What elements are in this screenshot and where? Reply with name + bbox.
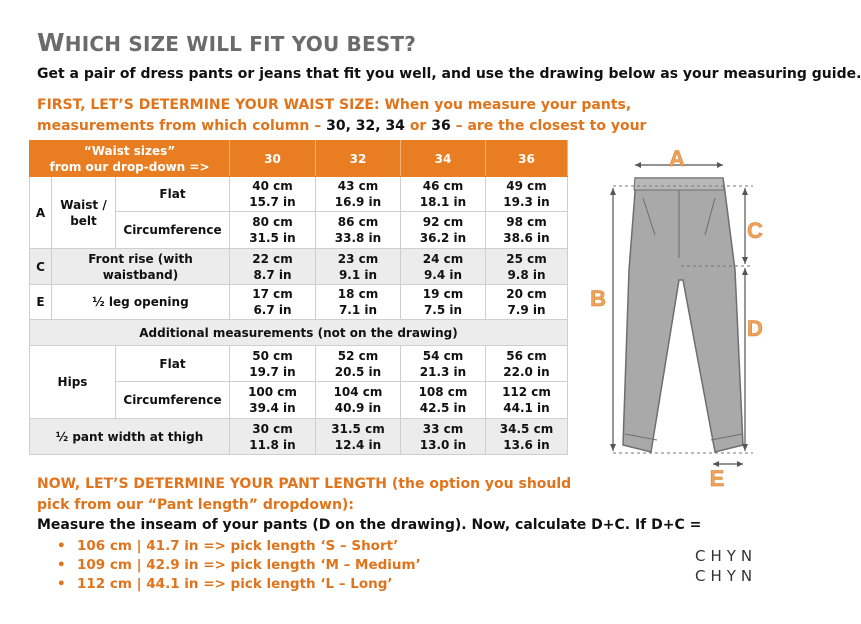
- drawing-label-b: B: [590, 286, 606, 311]
- cell-cm: 33 cm: [422, 421, 464, 436]
- cell-in: 18.1 in: [419, 195, 467, 209]
- cell-cm: 100 cm: [248, 385, 297, 399]
- cell-cm: 92 cm: [422, 215, 464, 229]
- pant-length-instructions: NOW, LET’S DETERMINE YOUR PANT LENGTH (the option you should pick from our “Pant length” dropdown):: [37, 476, 572, 513]
- column-30: 30: [230, 141, 316, 177]
- title-rest: HICH SIZE WILL FIT YOU BEST?: [64, 32, 417, 56]
- waist-sizes-list: 30, 32, 34: [326, 118, 405, 134]
- circumference-label: Circumference: [116, 382, 230, 419]
- cell-in: 42.5 in: [419, 401, 467, 415]
- drawing-label-e: E: [709, 466, 725, 491]
- length-option-medium: • 109 cm | 42.9 in => pick length ‘M – Medium’: [55, 556, 421, 575]
- cell-in: 9.4 in: [423, 267, 463, 282]
- cell-cm: 52 cm: [337, 348, 379, 363]
- cell-cm: 43 cm: [337, 179, 379, 193]
- cell-cm: 17 cm: [252, 287, 293, 301]
- pants-silhouette: [623, 178, 743, 452]
- cell-in: 15.7 in: [249, 195, 296, 209]
- circumference-label: Circumference: [116, 212, 230, 249]
- cell-cm: 30 cm: [252, 421, 293, 436]
- table-cell: [230, 177, 316, 212]
- length-options-list: [55, 537, 421, 594]
- cell-in: 11.8 in: [249, 437, 296, 452]
- cell-in: 8.7 in: [253, 267, 292, 282]
- logo-line-1: CHYN: [695, 547, 758, 565]
- table-cell: [401, 249, 486, 285]
- table-cell: [401, 177, 486, 212]
- table-cell: [316, 212, 401, 249]
- cell-in: 16.9 in: [334, 195, 382, 209]
- column-34: 34: [401, 141, 486, 177]
- cell-cm: 24 cm: [422, 251, 464, 266]
- waist-size-last: 36: [431, 118, 451, 134]
- drawing-label-c: C: [747, 218, 763, 243]
- cell-in: 21.3 in: [419, 364, 467, 379]
- drawing-label-a: A: [669, 146, 685, 171]
- cell-cm: 104 cm: [333, 385, 383, 399]
- waistband: [634, 178, 724, 190]
- or-word: or: [409, 118, 427, 134]
- table-cell: [401, 285, 486, 320]
- front-rise-label: Front rise (with waistband): [52, 249, 230, 285]
- cell-in: 7.1 in: [338, 303, 378, 317]
- cell-cm: 19 cm: [422, 287, 464, 301]
- label-letter-e: E: [30, 285, 52, 320]
- table-cell: [316, 177, 401, 212]
- cell-in: 7.9 in: [507, 303, 546, 317]
- cell-cm: 18 cm: [337, 287, 379, 301]
- table-cell: [316, 249, 401, 285]
- cell-cm: 80 cm: [252, 215, 293, 229]
- cell-in: 22.0 in: [503, 364, 550, 379]
- table-cell: [401, 419, 486, 455]
- cell-in: 9.8 in: [507, 267, 546, 282]
- column-36: 36: [486, 141, 568, 177]
- cell-in: 38.6 in: [503, 231, 550, 245]
- title-initial: W: [37, 28, 65, 57]
- intro-text: Get a pair of dress pants or jeans that fit you well, and use the drawing below as your measuring guide.: [37, 66, 861, 82]
- leg-opening-label: ½ leg opening: [52, 285, 230, 320]
- cell-cm: 86 cm: [337, 215, 379, 229]
- logo-line-2: CHYN: [695, 567, 758, 585]
- table-cell: [230, 285, 316, 320]
- table-cell: [401, 382, 486, 419]
- cell-in: 13.0 in: [419, 437, 467, 452]
- cell-in: 31.5 in: [249, 231, 296, 245]
- waist-instructions-lead: FIRST, LET’S DETERMINE YOUR WAIST SIZE: When you measure your pants, measurements from which column –: [37, 97, 632, 134]
- table-cell: [230, 382, 316, 419]
- pants-measurement-drawing: [590, 140, 775, 491]
- length-option-short: • 106 cm | 41.7 in => pick length ‘S – Short’: [55, 537, 421, 556]
- brand-logo: [695, 546, 757, 586]
- cell-in: 44.1 in: [503, 401, 550, 415]
- cell-in: 20.5 in: [334, 364, 382, 379]
- inseam-instructions: Measure the inseam of your pants (D on the drawing). Now, calculate D+C. If D+C =: [37, 517, 702, 533]
- cell-cm: 25 cm: [506, 251, 547, 266]
- cell-in: 7.5 in: [423, 303, 463, 317]
- flat-label: Flat: [116, 346, 230, 382]
- additional-measurements-heading: Additional measurements (not on the drawing): [30, 320, 568, 346]
- cell-in: 39.4 in: [249, 401, 296, 415]
- hips-label: Hips: [30, 346, 116, 419]
- label-letter-a: A: [30, 177, 52, 249]
- table-cell: [230, 346, 316, 382]
- thigh-label: ½ pant width at thigh: [30, 419, 230, 455]
- table-cell: [316, 382, 401, 419]
- column-32: 32: [316, 141, 401, 177]
- waist-belt-label: Waist / belt: [52, 177, 116, 249]
- cell-cm: 22 cm: [252, 251, 293, 266]
- table-cell: [401, 346, 486, 382]
- cell-cm: 49 cm: [506, 179, 547, 193]
- cell-cm: 46 cm: [422, 179, 464, 193]
- length-option-long: • 112 cm | 44.1 in => pick length ‘L – Long’: [55, 575, 421, 594]
- table-cell: [486, 249, 568, 285]
- cell-cm: 31.5 cm: [331, 421, 385, 436]
- cell-cm: 108 cm: [418, 385, 468, 399]
- table-cell: [230, 419, 316, 455]
- table-cell: [230, 212, 316, 249]
- cell-cm: 98 cm: [506, 215, 547, 229]
- cell-in: 19.7 in: [249, 364, 296, 379]
- waist-instructions-tail: – are the closest to your: [455, 118, 647, 134]
- cell-in: 9.1 in: [338, 267, 378, 282]
- page-title: [37, 28, 416, 57]
- cell-in: 19.3 in: [503, 195, 550, 209]
- cell-cm: 20 cm: [506, 287, 547, 301]
- table-cell: [486, 346, 568, 382]
- drawing-label-d: D: [747, 316, 763, 341]
- cell-cm: 34.5 cm: [499, 421, 554, 436]
- cell-in: 12.4 in: [334, 437, 382, 452]
- table-cell: [486, 285, 568, 320]
- table-cell: [401, 212, 486, 249]
- waist-sizes-header: [30, 141, 230, 177]
- cell-in: 13.6 in: [503, 437, 550, 452]
- header-line-1: “Waist sizes”: [83, 143, 176, 158]
- table-cell: [486, 177, 568, 212]
- cell-in: 6.7 in: [253, 303, 292, 317]
- cell-in: 36.2 in: [419, 231, 467, 245]
- cell-cm: 112 cm: [502, 385, 551, 399]
- cell-cm: 54 cm: [422, 348, 464, 363]
- table-cell: [486, 212, 568, 249]
- size-table: [29, 140, 568, 455]
- table-cell: [316, 346, 401, 382]
- cell-cm: 56 cm: [506, 348, 547, 363]
- flat-label: Flat: [116, 177, 230, 212]
- table-cell: [316, 285, 401, 320]
- header-line-2: from our drop-down =>: [49, 159, 210, 174]
- cell-in: 40.9 in: [334, 401, 382, 415]
- label-letter-c: C: [30, 249, 52, 285]
- table-cell: [230, 249, 316, 285]
- cell-cm: 50 cm: [252, 348, 293, 363]
- table-cell: [486, 419, 568, 455]
- cell-in: 33.8 in: [334, 231, 382, 245]
- table-cell: [316, 419, 401, 455]
- table-cell: [486, 382, 568, 419]
- cell-cm: 40 cm: [252, 179, 293, 193]
- cell-cm: 23 cm: [337, 251, 379, 266]
